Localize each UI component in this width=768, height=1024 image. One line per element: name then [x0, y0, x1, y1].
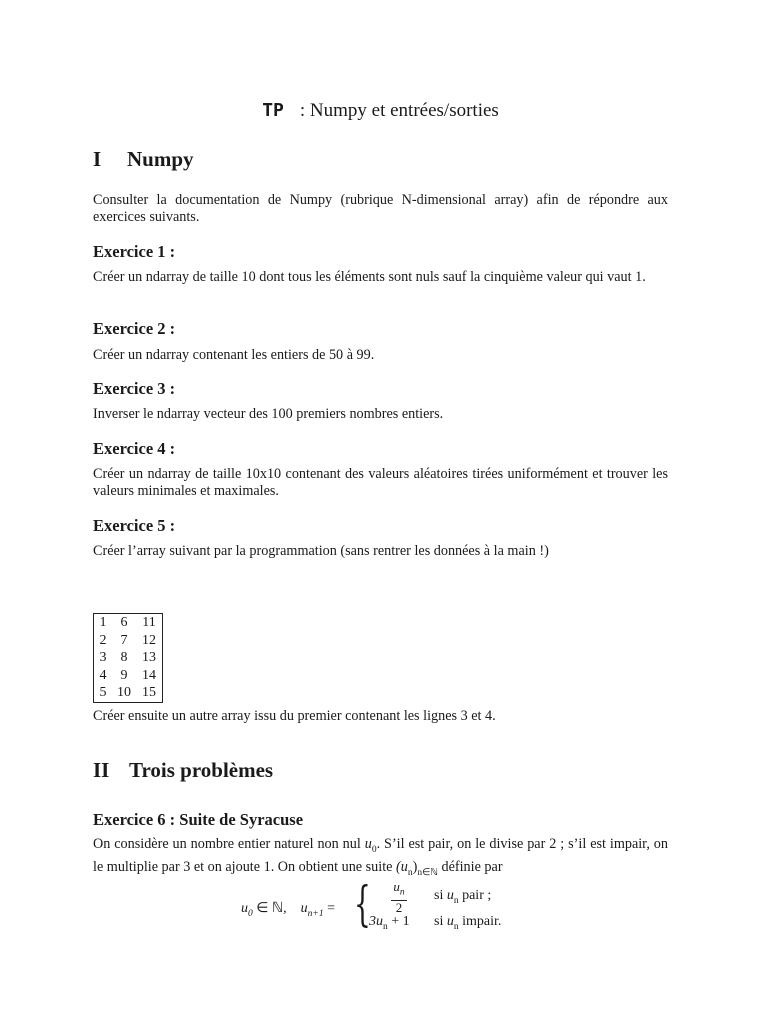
formula-fraction	[391, 880, 406, 915]
formula-sub: 0	[248, 908, 253, 919]
ex6-math-seq: (u	[396, 858, 408, 875]
ex6-math-sub: n	[407, 867, 413, 878]
table-row	[94, 667, 163, 685]
exercise-3-text: Inverser le ndarray vecteur des 100 premiers nombres entiers.	[93, 406, 444, 422]
page-title	[93, 100, 668, 122]
exercise-3-heading: Exercice 3 :	[93, 379, 176, 398]
formula-case-odd	[369, 914, 410, 932]
exercise-5-heading: Exercice 5 :	[93, 516, 176, 535]
formula-u0: u	[241, 901, 248, 916]
section-number: I	[93, 147, 102, 171]
case2-3u: 3u	[369, 914, 383, 929]
title-tp: TP	[262, 100, 284, 121]
formula-case-even	[369, 880, 429, 917]
table-cell: 1	[99, 615, 107, 631]
fraction-denominator: 2	[395, 899, 403, 915]
table-cell: 8	[120, 650, 128, 666]
table-cell: 15	[142, 685, 156, 701]
table-row	[94, 684, 163, 702]
cond-si: si	[434, 914, 447, 929]
case2-plus-1: + 1	[387, 914, 410, 929]
formula-sub: n	[453, 921, 459, 932]
ex6-math-sub: n∈ℕ	[417, 867, 438, 878]
exercise-5-text: Créer l’array suivant par la programmation (sans rentrer les données à la main !)	[93, 543, 549, 559]
formula-un1: u	[300, 901, 308, 916]
table-cell: 10	[117, 685, 131, 701]
table-row	[94, 632, 163, 650]
cond-impair: impair.	[458, 914, 502, 929]
exercise-1-heading: Exercice 1 :	[93, 242, 176, 261]
fraction-numerator	[391, 880, 406, 901]
formula-sub: n+1	[307, 908, 324, 919]
numerator-u: u	[393, 879, 400, 894]
table-cell: 9	[120, 667, 128, 683]
table-cell: 11	[142, 615, 156, 631]
section-heading-problems	[93, 758, 273, 783]
formula-lhs	[241, 900, 335, 919]
exercise-2-heading: Exercice 2 :	[93, 319, 176, 338]
cond-u: u	[446, 888, 454, 903]
array-table	[93, 613, 163, 703]
ex6-text-part: . S’il est pair, on le divise par 2 ; s’il est impair, on le multiplie par 3 et on ajoute 1. On obtient une suite	[93, 836, 668, 875]
formula-sub: n	[383, 921, 388, 932]
table-cell: 6	[120, 615, 128, 631]
exercise-4-text: Créer un ndarray de taille 10x10 contenant des valeurs aléatoires tirées uniformément et trouver les valeurs minimales et maximales.	[93, 466, 668, 499]
formula-brace: {	[354, 876, 371, 932]
intro-paragraph: Consulter la documentation de Numpy (rubrique N-dimensional array) afin de répondre aux exercices suivants.	[93, 192, 668, 225]
table-cell: 12	[142, 632, 156, 648]
exercise-1-text: Créer un ndarray de taille 10 dont tous les éléments sont nuls sauf la cinquième valeur qui vaut 1.	[93, 269, 646, 285]
formula-condition-odd	[434, 914, 501, 932]
cond-pair: pair ;	[458, 888, 492, 903]
ex6-math-u: u	[364, 836, 372, 852]
exercise-5-after-text: Créer ensuite un autre array issu du premier contenant les lignes 3 et 4.	[93, 708, 496, 724]
cond-si: si	[434, 888, 447, 903]
formula-in-n: ∈ ℕ,	[252, 901, 287, 916]
ex6-text-part: On considère un nombre entier naturel non nul	[93, 836, 365, 852]
cond-u: u	[446, 914, 454, 929]
formula-sub: n	[453, 895, 459, 906]
formula-equals: =	[323, 901, 335, 916]
ex6-math-close: )	[412, 858, 418, 875]
exercise-2-text: Créer un ndarray contenant les entiers de 50 à 99.	[93, 347, 375, 363]
table-cell: 2	[99, 632, 107, 648]
table-cell: 14	[142, 667, 156, 683]
exercise-6-heading: Exercice 6 : Suite de Syracuse	[93, 810, 304, 829]
section-name: Trois problèmes	[129, 758, 274, 782]
table-cell: 13	[142, 650, 156, 666]
exercise-6-text	[93, 836, 668, 882]
ex6-math-sub: 0	[371, 844, 377, 855]
exercise-4-heading: Exercice 4 :	[93, 439, 176, 458]
table-cell: 7	[120, 632, 128, 648]
table-cell: 5	[99, 685, 107, 701]
title-rest: : Numpy et entrées/sorties	[299, 100, 499, 121]
table-row	[94, 614, 163, 632]
formula-sub: n	[399, 887, 405, 898]
table-row	[94, 649, 163, 667]
section-number: II	[93, 758, 110, 782]
section-heading-numpy	[93, 147, 194, 172]
table-cell: 3	[99, 650, 107, 666]
ex6-text-part: définie par	[437, 858, 503, 875]
table-cell: 4	[99, 667, 107, 683]
section-name: Numpy	[127, 147, 194, 171]
formula-condition-even	[434, 888, 491, 906]
